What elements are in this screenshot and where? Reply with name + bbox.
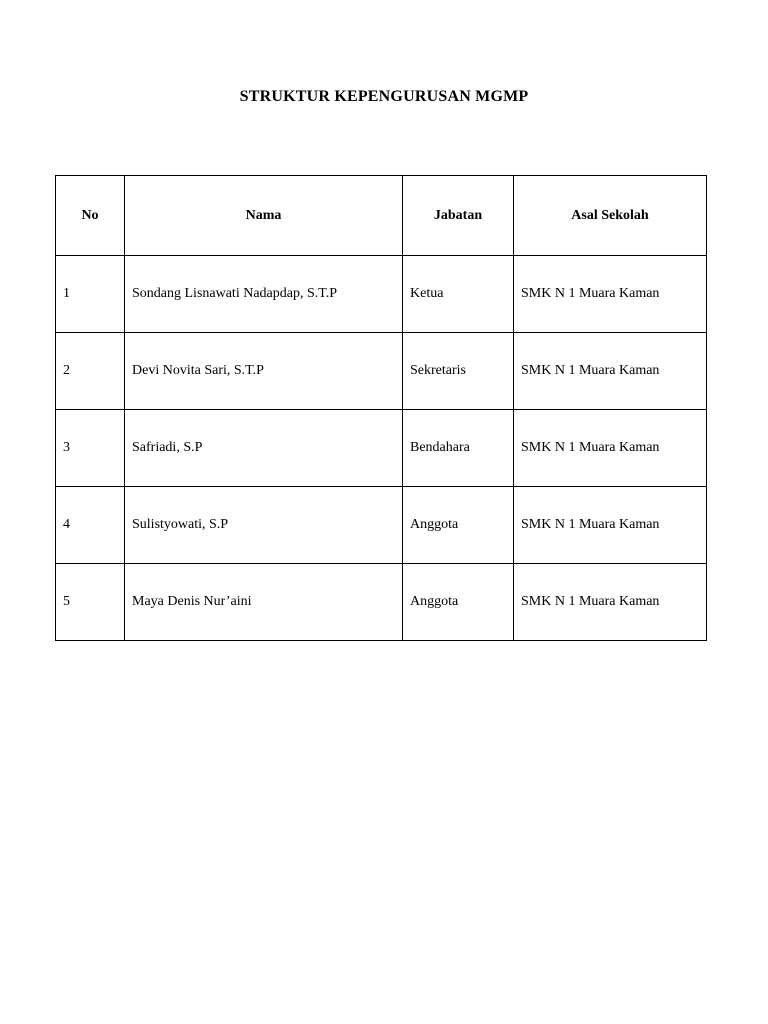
cell-asal-sekolah: SMK N 1 Muara Kaman [514,333,707,410]
cell-asal-sekolah: SMK N 1 Muara Kaman [514,410,707,487]
cell-no: 2 [56,333,125,410]
cell-nama: Maya Denis Nur’aini [125,564,403,641]
cell-asal-sekolah: SMK N 1 Muara Kaman [514,487,707,564]
cell-jabatan: Ketua [403,256,514,333]
cell-asal-sekolah: SMK N 1 Muara Kaman [514,256,707,333]
cell-nama: Devi Novita Sari, S.T.P [125,333,403,410]
cell-no: 5 [56,564,125,641]
cell-no: 4 [56,487,125,564]
table-row [56,333,707,410]
cell-jabatan: Bendahara [403,410,514,487]
header-asal-sekolah: Asal Sekolah [514,176,707,256]
cell-jabatan: Anggota [403,564,514,641]
cell-nama: Sulistyowati, S.P [125,487,403,564]
header-no: No [56,176,125,256]
header-nama: Nama [125,176,403,256]
cell-asal-sekolah: SMK N 1 Muara Kaman [514,564,707,641]
table-row [56,256,707,333]
cell-nama: Sondang Lisnawati Nadapdap, S.T.P [125,256,403,333]
cell-no: 1 [56,256,125,333]
cell-jabatan: Sekretaris [403,333,514,410]
table-header-row [56,176,707,256]
page-title: STRUKTUR KEPENGURUSAN MGMP [239,88,529,105]
header-jabatan: Jabatan [403,176,514,256]
committee-table [55,175,707,641]
table-row [56,487,707,564]
table-row [56,410,707,487]
cell-no: 3 [56,410,125,487]
cell-jabatan: Anggota [403,487,514,564]
table-row [56,564,707,641]
cell-nama: Safriadi, S.P [125,410,403,487]
